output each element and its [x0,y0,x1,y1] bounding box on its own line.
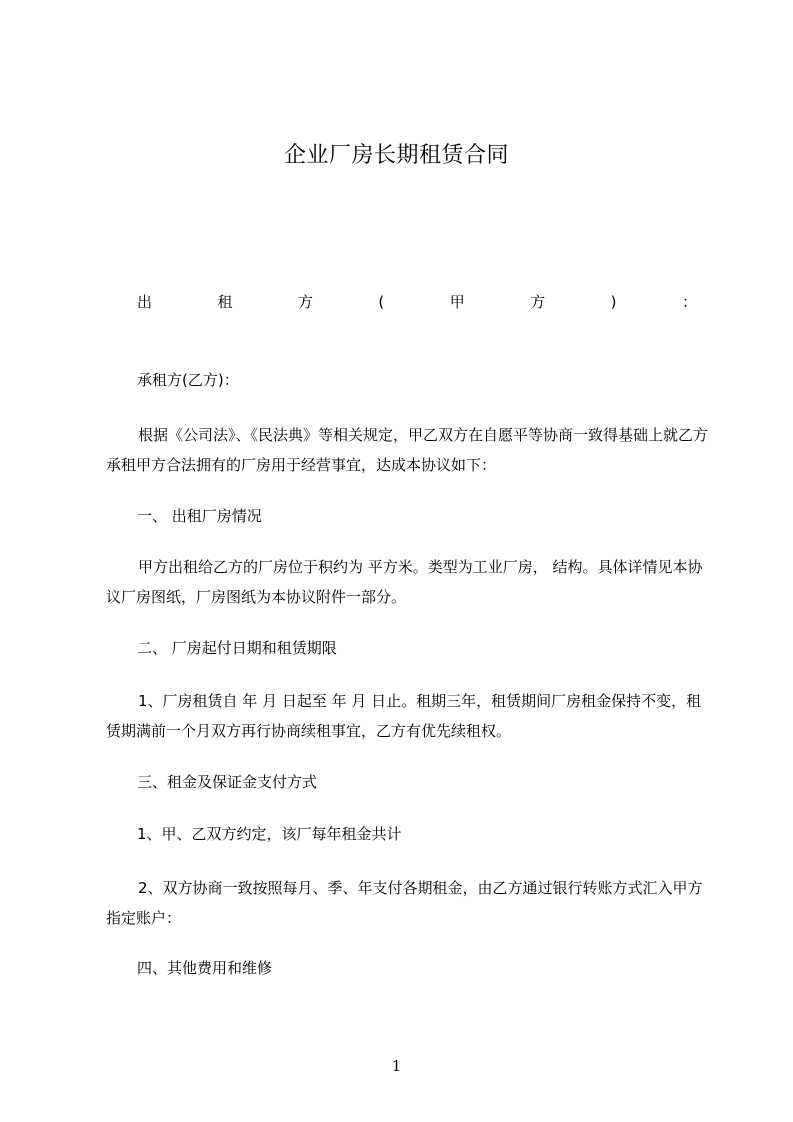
lessor-line [137,291,697,313]
lessor-char: 方 [530,293,546,311]
section-3-heading: 三、租金及保证金支付方式 [137,773,318,791]
lessor-char: 租 [217,293,233,311]
section-1-body: 甲方出租给乙方的厂房位于积约为 平方米。类型为工业厂房， 结构。具体详情见本协议厂房图纸，厂房图纸为本协议附件一部分。 [106,558,703,606]
section-2-heading: 二、 厂房起付日期和租赁期限 [137,639,337,657]
section-3-item-2: 2、双方协商一致按照每月、季、年支付各期租金，由乙方通过银行转账方式汇入甲方指定账户： [106,879,703,927]
lessor-char: 甲 [449,293,465,311]
section-3-item-1: 1、甲、乙双方约定，该厂每年租金共计 [137,825,402,843]
lessor-char: ) [610,293,617,311]
section-2-item-1: 1、厂房租赁自 年 月 日起至 年 月 日止。租期三年，租赁期间厂房租金保持不变，租赁期满前一个月双方再行协商续租事宜，乙方有优先续租权。 [106,692,702,740]
intro-paragraph: 根据《公司法》、《民法典》等相关规定，甲乙双方在自愿平等协商一致得基础上就乙方承租甲方合法拥有的厂房用于经营事宜，达成本协议如下： [106,426,709,474]
lessor-char: ( [378,293,385,311]
lessor-char: ： [681,293,697,311]
lessor-char: 方 [297,293,313,311]
section-1-heading: 一、 出租厂房情况 [137,507,262,525]
page-number: 1 [391,1057,402,1075]
document-title: 企业厂房长期租赁合同 [283,143,509,168]
lessee-line: 承租方(乙方)： [137,371,239,389]
section-4-heading: 四、其他费用和维修 [137,959,273,977]
lessor-char: 出 [137,293,153,311]
